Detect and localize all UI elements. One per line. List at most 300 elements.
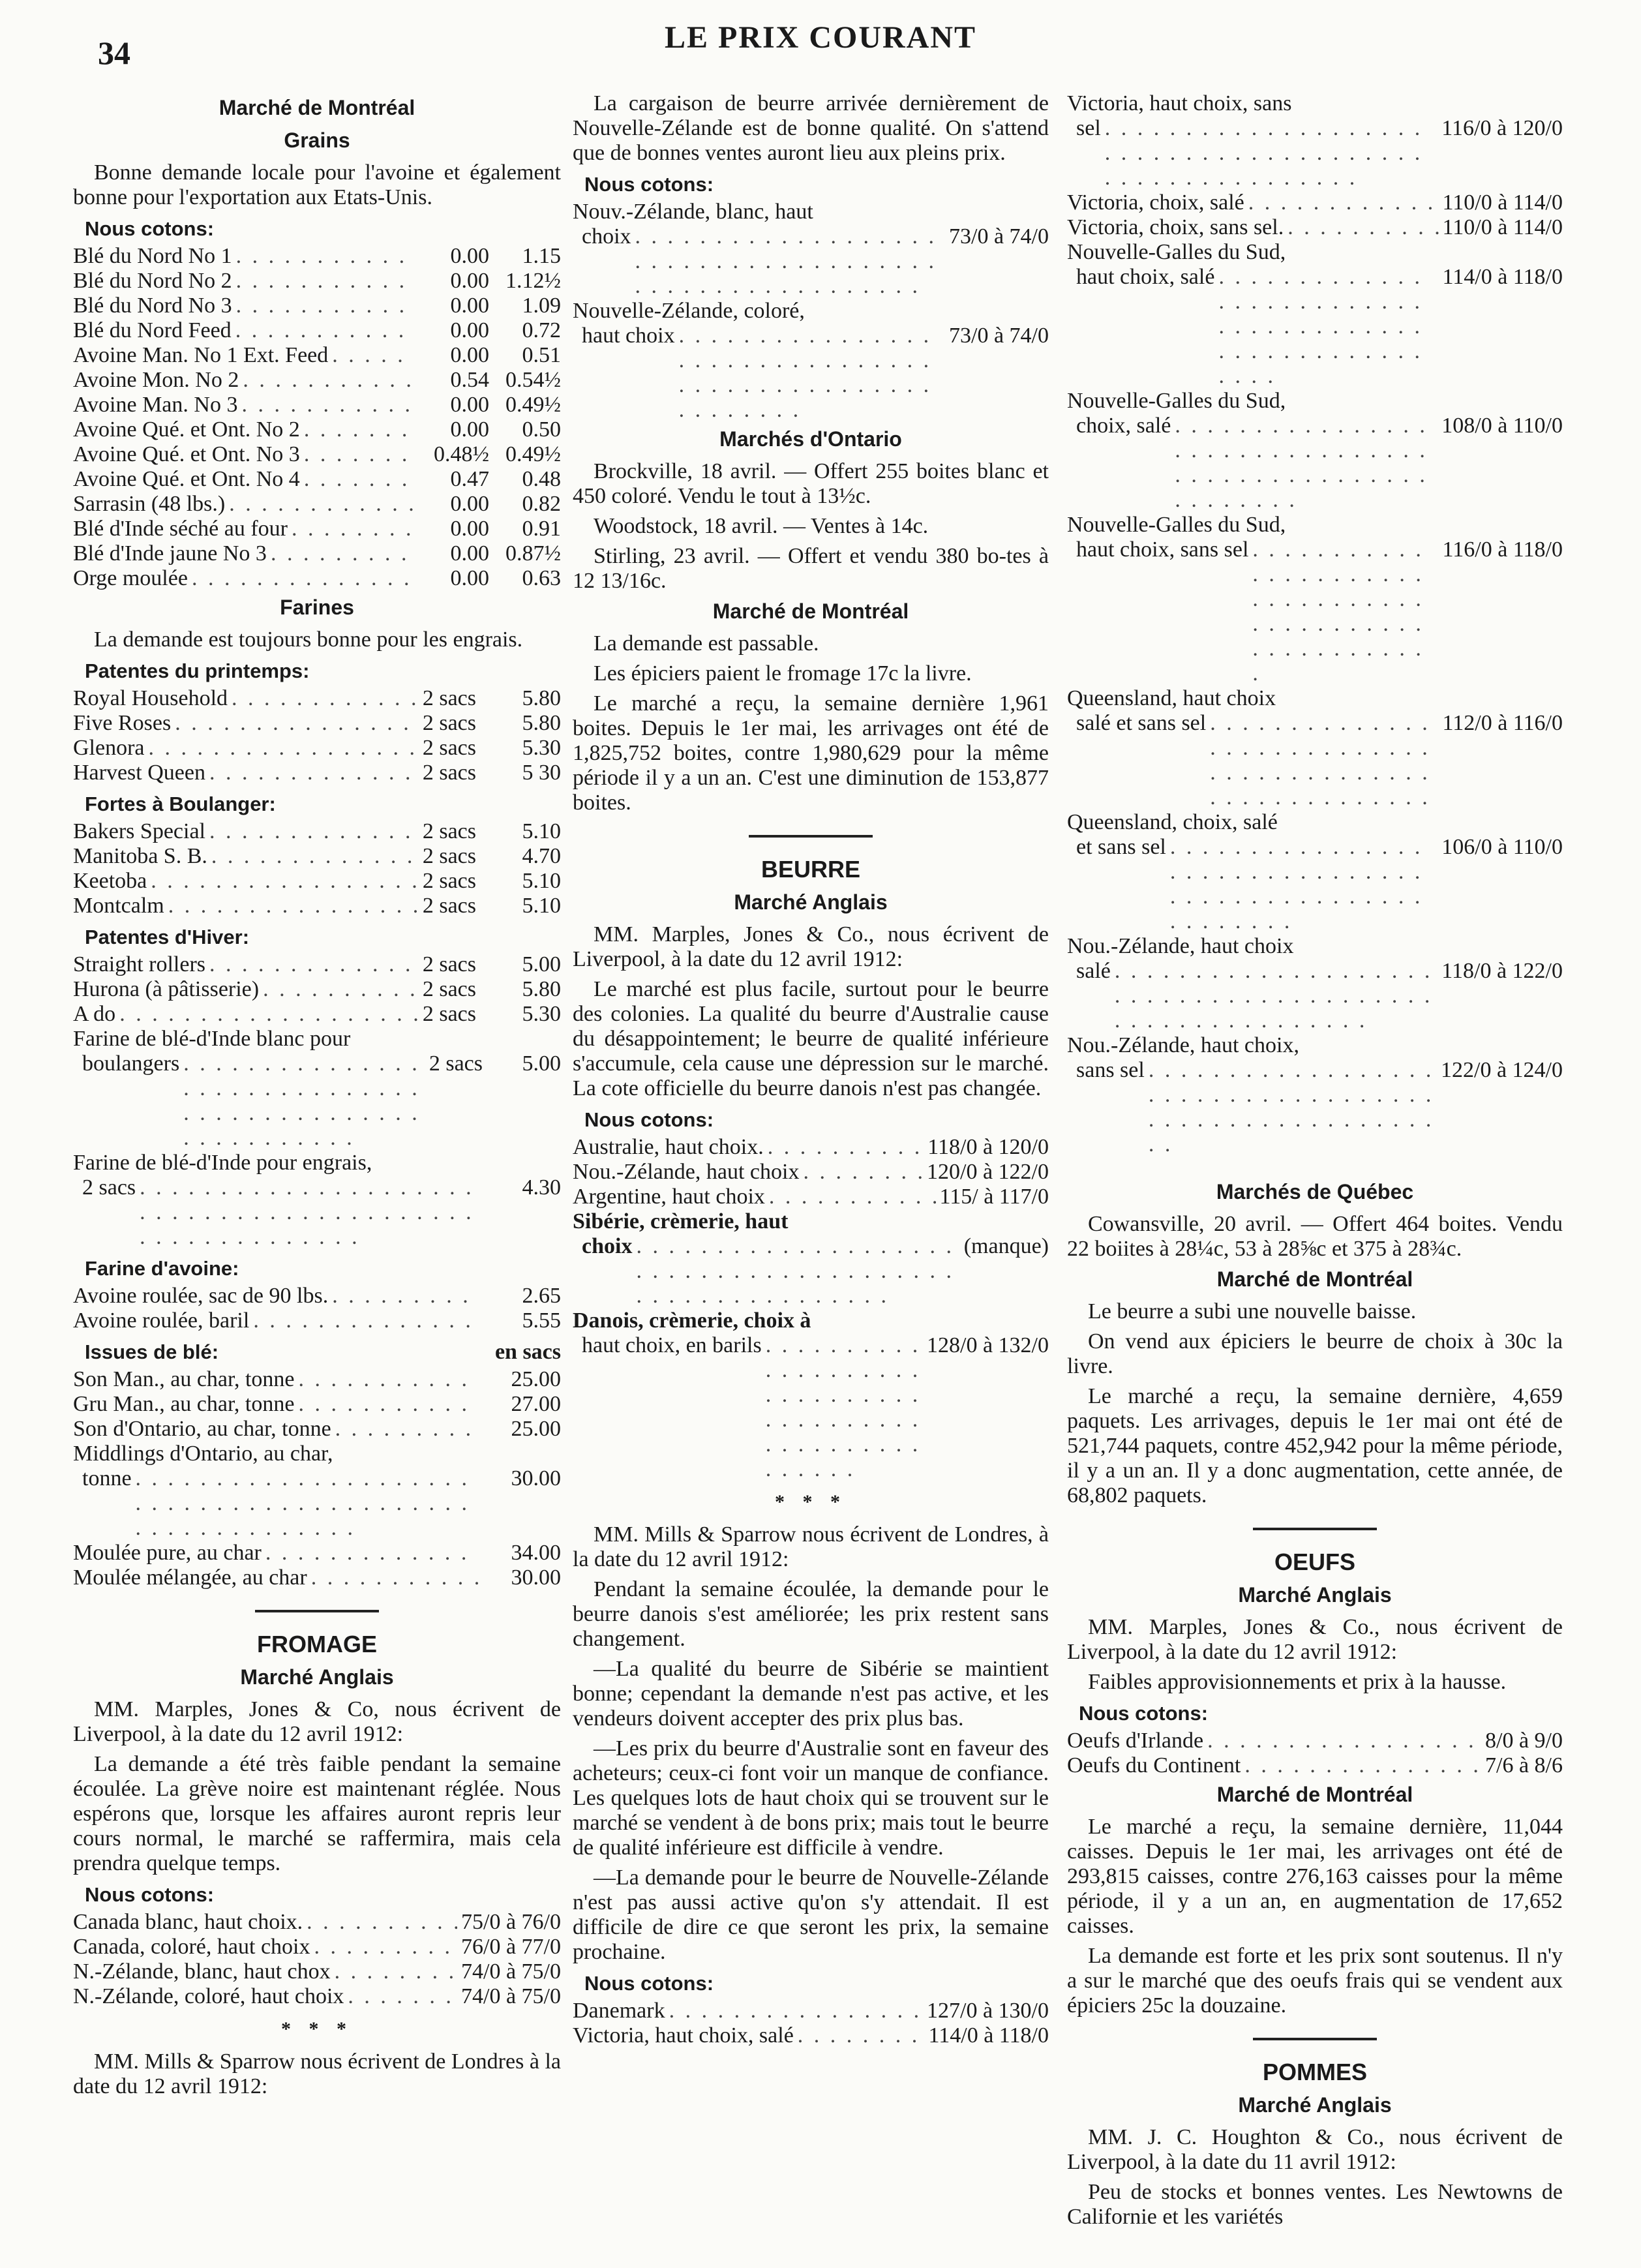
price-label: Harvest Queen — [73, 761, 205, 785]
column-1 — [73, 91, 561, 2104]
price-label: Son Man., au char, tonne — [73, 1367, 295, 1391]
price-value: 116/0 à 118/0 — [1442, 537, 1563, 562]
paragraph: Le marché est plus facile, surtout pour le beurre des colonies. La qualité du beurre d'Australie cause du désappointement; le beurre de qualité inférieure s'accumule, cela cause une dépression sur le marché. La cote officielle du beurre danois n'est pas changée. — [573, 977, 1049, 1100]
price-value: 114/0 à 118/0 — [928, 2023, 1049, 2048]
price-value: 8/0 à 9/0 — [1485, 1729, 1563, 1753]
price-value: 5 30 — [522, 761, 561, 785]
price-list — [73, 1541, 561, 1590]
price-unit: 2 sacs — [422, 819, 476, 843]
leader-dots — [1105, 116, 1438, 190]
price-row — [573, 299, 1049, 423]
paragraph: MM. Mills & Sparrow nous écrivent de Londres, à la date du 12 avril 1912: — [573, 1522, 1049, 1571]
price-row — [73, 566, 561, 591]
price-value: 0.00 — [450, 492, 489, 516]
price-label: Nouvelle-Galles du Sud, — [1067, 389, 1286, 413]
leader-dots — [229, 492, 414, 517]
leader-dots — [636, 1234, 959, 1308]
price-value: 127/0 à 130/0 — [927, 1999, 1049, 2023]
price-value: 114/0 à 118/0 — [1442, 265, 1563, 289]
price-row-cont — [73, 1466, 561, 1541]
price-value: 4.70 — [522, 844, 561, 868]
price-row — [1067, 389, 1563, 513]
price-row — [73, 1541, 561, 1565]
price-row-cont — [73, 1051, 561, 1151]
section-stars: * * * — [775, 1491, 847, 1513]
paragraph: Faibles approvisionnements et prix à la hausse. — [1088, 1670, 1507, 1694]
price-label: Moulée mélangée, au char — [73, 1565, 307, 1590]
paragraph: La demande est toujours bonne pour les engrais. — [94, 627, 523, 652]
price-label: Nouvelle-Galles du Sud, — [1067, 240, 1286, 264]
market-heading: Marché de Montréal — [712, 599, 909, 623]
leader-dots — [304, 417, 414, 442]
price-row — [1067, 686, 1563, 810]
price-label: Glenora — [73, 736, 145, 760]
leader-dots — [307, 1910, 457, 1935]
price-label: Australie, haut choix. — [573, 1135, 764, 1159]
price-label: Blé du Nord Feed — [73, 318, 232, 342]
price-row-cont — [573, 1234, 1049, 1308]
leader-dots — [140, 1175, 479, 1250]
price-row — [1067, 190, 1563, 215]
price-row — [1067, 215, 1563, 240]
price-label: Five Roses — [73, 711, 172, 735]
price-list — [573, 1999, 1049, 2048]
paragraph: Brockville, 18 avril. — Offert 255 boites blanc et 450 coloré. Vendu le tout à 13½c. — [573, 459, 1049, 508]
price-label: Farine de blé-d'Inde pour engrais, — [73, 1151, 372, 1175]
leader-dots — [335, 1417, 479, 1442]
leader-dots — [271, 541, 414, 566]
price-value: 0.00 — [450, 517, 489, 541]
subheading: Fortes à Boulanger: — [85, 793, 276, 815]
leader-dots — [1207, 1729, 1481, 1753]
paragraph: —La demande pour le beurre de Nouvelle-Zélande n'est pas aussi active qu'on s'y attendait. Il est difficile de dire ce que seront les prix, la semaine prochaine. — [573, 1866, 1049, 1964]
paragraph: Le marché a reçu, la semaine dernière, 11,044 caisses. Depuis le 1er mai, les arrivages ont été de 293,815 caisses, contre 276,163 caisses pour la même période, il y a un an, en augmentation de 17,652 caisses. — [1067, 1815, 1563, 1938]
price-row — [73, 1442, 561, 1541]
leader-dots — [183, 1051, 425, 1151]
paragraph: Les épiciers paient le fromage 17c la livre. — [594, 661, 972, 686]
price-label: et sans sel — [1076, 835, 1166, 859]
price-label: Avoine Man. No 3 — [73, 393, 238, 417]
price-label: Avoine Man. No 1 Ext. Feed — [73, 343, 329, 367]
price-label: Blé du Nord No 3 — [73, 294, 232, 318]
price-row — [73, 269, 561, 294]
price-row — [73, 1935, 561, 1959]
market-heading: Marché de Montréal — [1216, 1267, 1413, 1291]
price-row — [73, 952, 561, 977]
section-heading-fromage: FROMAGE — [257, 1631, 377, 1657]
price-row — [73, 244, 561, 269]
price-value: 110/0 à 114/0 — [1442, 190, 1563, 215]
leader-dots — [236, 269, 414, 294]
price-value: 0.54 — [450, 368, 489, 392]
price-label: Danemark — [573, 1999, 665, 2023]
leader-dots — [236, 244, 414, 269]
price-label: Sibérie, crèmerie, haut — [573, 1209, 789, 1233]
leader-dots — [1218, 265, 1438, 389]
price-row-cont — [573, 324, 1049, 423]
price-value: 118/0 à 122/0 — [1441, 959, 1563, 983]
price-value: 0.47 — [450, 467, 489, 491]
section-divider — [1253, 1528, 1377, 1530]
price-row — [573, 1209, 1049, 1308]
quote-label: Nous cotons: — [584, 1972, 714, 1995]
price-label: Farine de blé-d'Inde blanc pour — [73, 1027, 351, 1051]
price-row-cont — [573, 224, 1049, 299]
price-row — [573, 1185, 1049, 1209]
subheading: Patentes d'Hiver: — [85, 926, 250, 948]
price-value: 0.91 — [522, 517, 561, 541]
paragraph: Cowansville, 20 avril. — Offert 464 boites. Vendu 22 boiites à 28¼c, 53 à 28⅝c et 375 à 28¾c. — [1067, 1212, 1563, 1261]
price-value: 5.80 — [522, 711, 561, 735]
price-label: A do — [73, 1002, 116, 1026]
price-label: Avoine Qué. et Ont. No 4 — [73, 467, 300, 491]
price-value: 25.00 — [511, 1367, 561, 1391]
price-unit: 2 sacs — [422, 977, 476, 1001]
price-value: 120/0 à 122/0 — [927, 1160, 1049, 1184]
paragraph: Woodstock, 18 avril. — Ventes à 14c. — [594, 514, 929, 538]
price-row — [73, 294, 561, 318]
leader-dots — [243, 368, 414, 393]
price-list — [1067, 91, 1563, 1157]
leader-dots — [335, 1959, 457, 1984]
price-row-cont — [1067, 537, 1563, 686]
price-value: 0.00 — [450, 541, 489, 566]
price-label: Victoria, haut choix, salé — [573, 2023, 794, 2048]
price-list — [73, 1367, 561, 1442]
price-row — [573, 1135, 1049, 1160]
price-value: 128/0 à 132/0 — [927, 1333, 1049, 1357]
leader-dots — [232, 686, 419, 711]
price-label: Hurona (à pâtisserie) — [73, 977, 260, 1001]
price-label: Nouvelle-Zélande, coloré, — [573, 299, 805, 323]
price-label: haut choix, en barils — [582, 1333, 762, 1357]
price-label: 2 sacs — [82, 1175, 136, 1200]
quote-label: Nous cotons: — [85, 217, 215, 240]
section-heading-pommes: POMMES — [1262, 2059, 1367, 2085]
price-value: 5.30 — [522, 736, 561, 760]
price-value: 7/6 à 8/6 — [1485, 1753, 1563, 1777]
price-row — [73, 417, 561, 442]
price-list — [73, 686, 561, 785]
price-label: sans sel — [1076, 1058, 1145, 1082]
price-row — [73, 318, 561, 343]
paragraph: La cargaison de beurre arrivée dernièrement de Nouvelle-Zélande est de bonne qualité. On s'attend que de bonnes ventes auront lieu aux pleins prix. — [573, 91, 1049, 165]
price-label: Orge moulée — [73, 566, 188, 590]
price-value: 5.00 — [522, 1051, 561, 1076]
price-value: (manque) — [963, 1234, 1049, 1258]
price-value: 30.00 — [511, 1565, 561, 1590]
price-label: haut choix, sans sel — [1076, 537, 1249, 562]
price-value: 0.00 — [450, 244, 489, 268]
market-heading: Marché Anglais — [1238, 1583, 1392, 1607]
market-heading: Marchés de Québec — [1216, 1180, 1414, 1203]
price-label: boulangers — [82, 1051, 180, 1076]
price-value: 5.55 — [522, 1308, 561, 1333]
price-list — [73, 819, 561, 918]
price-value: 0.82 — [522, 492, 561, 516]
price-row-cont — [1067, 414, 1563, 513]
price-row-cont — [1067, 265, 1563, 389]
price-row — [73, 442, 561, 467]
paragraph: MM. J. C. Houghton & Co., nous écrivent de Liverpool, à la date du 11 avril 1912: — [1067, 2125, 1563, 2174]
leader-dots — [332, 1284, 479, 1308]
leader-dots — [1170, 835, 1438, 934]
running-title: LE PRIX COURANT — [664, 20, 977, 55]
price-label: Victoria, choix, sans sel. — [1067, 215, 1284, 239]
leader-dots — [332, 343, 414, 368]
price-row — [73, 1565, 561, 1590]
price-value: 0.72 — [522, 318, 561, 342]
leader-dots — [192, 566, 414, 591]
paragraph: La demande a été très faible pendant la semaine écoulée. La grève noire est maintenant réglée. Nous espérons que, lorsque les affaires auront repris leur cours normal, le marché se raffermira, mais cela prendra quelque temps. — [73, 1752, 561, 1875]
leader-dots — [236, 294, 414, 318]
market-heading: Marché Anglais — [240, 1665, 394, 1689]
market-heading: Marché de Montréal — [218, 96, 415, 119]
price-value: 0.00 — [450, 318, 489, 342]
price-row — [573, 1999, 1049, 2023]
section-divider — [749, 835, 873, 838]
price-label: Queensland, haut choix — [1067, 686, 1276, 710]
price-value: 0.00 — [450, 269, 489, 293]
leader-dots — [1175, 414, 1438, 513]
price-value: 122/0 à 124/0 — [1441, 1058, 1563, 1082]
paragraph: —La qualité du beurre de Sibérie se maintient bonne; cependant la demande n'est pas active, et les vendeurs doivent accepter des prix plus bas. — [573, 1657, 1049, 1731]
price-value: 5.10 — [522, 894, 561, 918]
price-value: 75/0 à 76/0 — [461, 1910, 561, 1934]
subheading: Farine d'avoine: — [85, 1257, 239, 1280]
price-row — [573, 1160, 1049, 1185]
price-row — [73, 869, 561, 894]
price-value: 0.00 — [450, 566, 489, 590]
leader-dots — [1252, 537, 1438, 686]
price-value: 0.00 — [450, 393, 489, 417]
price-list — [1067, 1729, 1563, 1778]
price-value: 115/ à 117/0 — [939, 1185, 1049, 1209]
price-label: Avoine Qué. et Ont. No 3 — [73, 442, 300, 466]
price-label: N.-Zélande, blanc, haut chox — [73, 1959, 331, 1984]
price-label: Oeufs d'Irlande — [1067, 1729, 1204, 1753]
price-row — [73, 844, 561, 869]
price-value: 5.80 — [522, 686, 561, 710]
price-label: haut choix — [582, 324, 675, 348]
market-heading: Marché Anglais — [1238, 2093, 1392, 2117]
leader-dots — [314, 1935, 457, 1959]
leader-dots — [769, 1185, 936, 1209]
leader-dots — [1115, 959, 1438, 1033]
quote-label: Nous cotons: — [584, 173, 714, 196]
price-list — [73, 1910, 561, 2009]
price-value: 108/0 à 110/0 — [1441, 414, 1563, 438]
price-label: Manitoba S. B. — [73, 844, 207, 868]
leader-dots — [151, 869, 419, 894]
section-heading-oeufs: OEUFS — [1274, 1549, 1355, 1575]
price-label: Moulée pure, au char — [73, 1541, 262, 1565]
price-label: Bakers Special — [73, 819, 205, 843]
price-row — [73, 711, 561, 736]
section-heading-beurre: BEURRE — [760, 856, 860, 883]
price-label: Queensland, choix, salé — [1067, 810, 1278, 834]
price-row-cont — [1067, 1058, 1563, 1157]
price-value: 5.10 — [522, 819, 561, 843]
price-value: 5.10 — [522, 869, 561, 893]
price-row — [1067, 513, 1563, 686]
price-label: salé — [1076, 959, 1111, 983]
price-list — [573, 200, 1049, 423]
price-row — [73, 736, 561, 761]
price-value: 34.00 — [511, 1541, 561, 1565]
quote-label: Nous cotons: — [584, 1108, 714, 1131]
leader-dots — [298, 1392, 479, 1417]
price-row-cont — [1067, 711, 1563, 810]
price-label: Montcalm — [73, 894, 164, 918]
paragraph: La demande est forte et les prix sont soutenus. Il n'y a sur le marché que des oeufs frais qui se vendent aux épiciers 25c la douzaine. — [1067, 1944, 1563, 2018]
price-value: 25.00 — [511, 1417, 561, 1441]
price-unit: 2 sacs — [429, 1051, 483, 1076]
price-unit: 2 sacs — [422, 869, 476, 893]
price-unit: 2 sacs — [422, 761, 476, 785]
leader-dots — [175, 711, 419, 736]
leader-dots — [209, 761, 419, 785]
price-row — [73, 1308, 561, 1333]
price-label: Nouvelle-Galles du Sud, — [1067, 513, 1286, 537]
price-value: 4.30 — [522, 1175, 561, 1200]
price-value: 1.12½ — [505, 269, 561, 293]
leader-dots — [1210, 711, 1438, 810]
price-value: 27.00 — [511, 1392, 561, 1416]
leader-dots — [265, 1541, 479, 1565]
price-row-cont — [1067, 835, 1563, 934]
price-row — [1067, 1753, 1563, 1778]
price-row — [73, 1284, 561, 1308]
price-label: Nouv.-Zélande, blanc, haut — [573, 200, 813, 224]
leader-dots — [304, 442, 414, 467]
price-label: choix — [582, 1234, 633, 1258]
price-unit: 2 sacs — [422, 1002, 476, 1026]
paragraph: MM. Marples, Jones & Co, nous écrivent de Liverpool, à la date du 12 avril 1912: — [73, 1697, 561, 1746]
price-row — [73, 343, 561, 368]
price-value: 5.80 — [522, 977, 561, 1001]
price-row-cont — [1067, 116, 1563, 190]
price-label: Blé d'Inde jaune No 3 — [73, 541, 267, 566]
price-row — [73, 492, 561, 517]
section-heading-farines: Farines — [280, 596, 354, 619]
price-row — [73, 761, 561, 785]
price-row-cont — [1067, 190, 1563, 215]
price-label: salé et sans sel — [1076, 711, 1207, 735]
leader-dots — [803, 1160, 923, 1185]
paragraph: Bonne demande locale pour l'avoine et également bonne pour l'exportation aux Etats-Unis. — [73, 160, 561, 209]
price-label: Blé du Nord No 1 — [73, 244, 232, 268]
price-row — [73, 686, 561, 711]
leader-dots — [209, 952, 419, 977]
subheading: Patentes du printemps: — [85, 659, 310, 682]
price-row — [73, 1392, 561, 1417]
market-heading: Marchés d'Ontario — [719, 427, 902, 451]
price-label: Avoine Mon. No 2 — [73, 368, 239, 392]
leader-dots — [669, 1999, 923, 2023]
price-value: 76/0 à 77/0 — [461, 1935, 561, 1959]
price-label: choix, salé — [1076, 414, 1171, 438]
leader-dots — [149, 736, 419, 761]
leader-dots — [299, 1367, 479, 1392]
price-label: Oeufs du Continent — [1067, 1753, 1241, 1777]
price-label: Blé du Nord No 2 — [73, 269, 232, 293]
leader-dots — [1287, 215, 1438, 240]
leader-dots — [1149, 1058, 1437, 1157]
leader-dots — [348, 1984, 457, 2009]
price-row-cont — [1067, 215, 1563, 240]
price-label: Middlings d'Ontario, au char, — [73, 1442, 333, 1466]
price-unit: 2 sacs — [422, 711, 476, 735]
paragraph: Stirling, 23 avril. — Offert et vendu 380 bo-tes à 12 13/16c. — [573, 544, 1049, 593]
paragraph: MM. Marples, Jones & Co., nous écrivent de Liverpool, à la date du 12 avril 1912: — [573, 922, 1049, 971]
section-heading-grains: Grains — [284, 129, 350, 152]
price-label: Blé d'Inde séché au four — [73, 517, 288, 541]
price-row — [73, 368, 561, 393]
price-label: choix — [582, 224, 631, 249]
price-label: Nou.-Zélande, haut choix — [1067, 934, 1294, 958]
price-label: Keetoba — [73, 869, 147, 893]
price-label: Victoria, haut choix, sans — [1067, 91, 1292, 115]
price-row — [1067, 810, 1563, 934]
leader-dots — [168, 894, 419, 918]
quote-label: Nous cotons: — [85, 1883, 215, 1906]
leader-dots — [211, 844, 419, 869]
price-label: Straight rollers — [73, 952, 206, 976]
price-value: 0.63 — [522, 566, 561, 590]
price-row — [573, 2023, 1049, 2048]
price-unit: 2 sacs — [422, 736, 476, 760]
leader-dots — [292, 517, 414, 541]
issues-note: en sacs — [494, 1340, 561, 1364]
quote-label: Nous cotons: — [1079, 1702, 1209, 1725]
price-row — [573, 200, 1049, 299]
price-row — [73, 1367, 561, 1392]
paragraph: Le marché a reçu, la semaine dernière, 4,659 paquets. Les arrivages, depuis le 1er mai ont été de 521,744 paquets, contre 452,942 pour la même période, il y a un an. Il y a donc augmentation, cette année, de 68,802 paquets. — [1067, 1384, 1563, 1507]
price-label: tonne — [82, 1466, 132, 1490]
leader-dots — [253, 1308, 479, 1333]
price-unit: 2 sacs — [422, 952, 476, 976]
price-value: 118/0 à 120/0 — [927, 1135, 1049, 1159]
price-label: sel — [1076, 116, 1101, 140]
price-list — [73, 1284, 561, 1333]
price-label: Avoine roulée, baril — [73, 1308, 250, 1333]
price-value: 0.50 — [522, 417, 561, 442]
price-label: Argentine, haut choix — [573, 1185, 765, 1209]
price-value: 112/0 à 116/0 — [1442, 711, 1563, 735]
price-value: 0.00 — [450, 343, 489, 367]
leader-dots — [768, 1135, 924, 1160]
price-row — [73, 1151, 561, 1250]
issues-heading-row — [73, 1333, 561, 1367]
price-value: 0.49½ — [505, 442, 561, 466]
price-value: 110/0 à 114/0 — [1442, 215, 1563, 239]
price-row — [1067, 91, 1563, 190]
leader-dots — [798, 2023, 925, 2048]
price-list — [73, 952, 561, 1027]
price-value: 2.65 — [522, 1284, 561, 1308]
price-value: 1.09 — [522, 294, 561, 318]
price-row-cont — [1067, 959, 1563, 1033]
leader-dots — [304, 467, 414, 492]
price-row — [73, 1027, 561, 1151]
market-heading: Marché de Montréal — [1216, 1783, 1413, 1806]
leader-dots — [263, 977, 419, 1002]
price-unit: 2 sacs — [422, 894, 476, 918]
price-value: 74/0 à 75/0 — [461, 1984, 561, 2008]
section-divider — [255, 1610, 379, 1612]
column-3 — [1067, 91, 1563, 2235]
